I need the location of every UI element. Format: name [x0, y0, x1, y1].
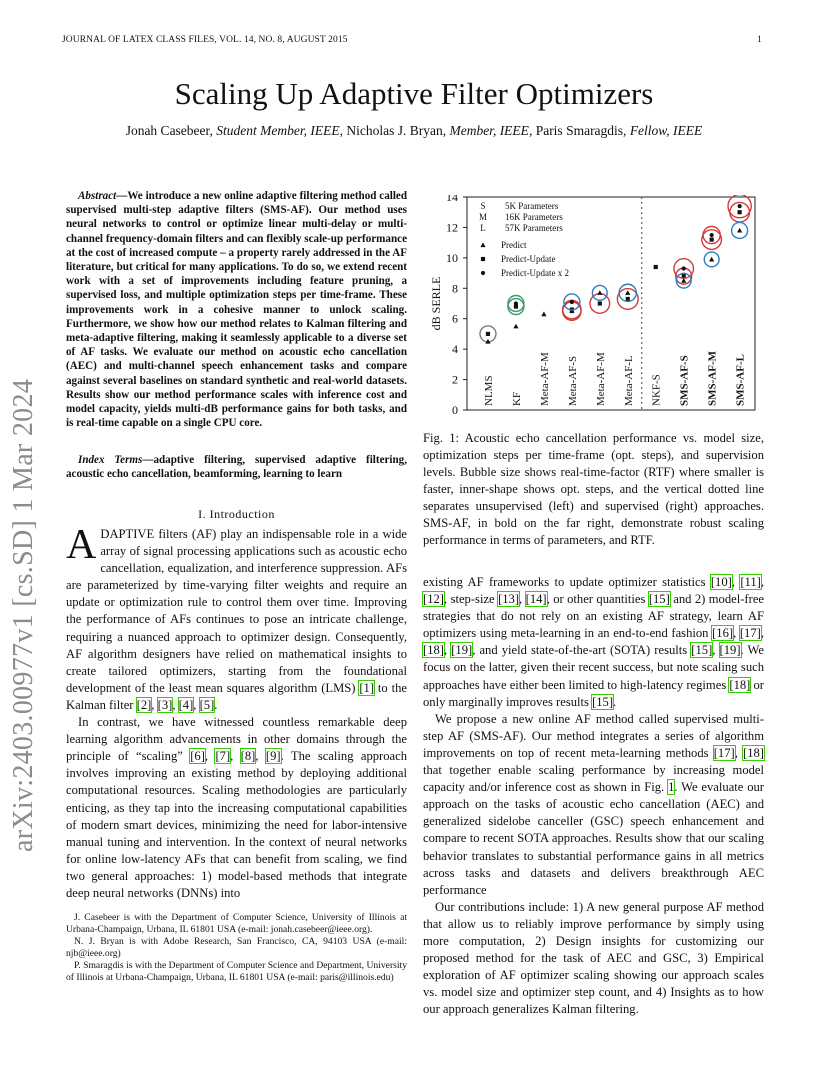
- data-point: [738, 204, 742, 208]
- x-category-label: Meta-AF-M: [538, 352, 551, 406]
- body-text: , or other quantities: [546, 592, 649, 607]
- author-3: , Paris Smaragdis,: [528, 123, 627, 138]
- body-text: and 2) model-free strategies that do not rely on an existing AF strategy, learn AF optimizers using meta-learning in an end-to-end fashion: [423, 592, 764, 641]
- x-category-label: Meta-AF-L: [622, 355, 635, 406]
- y-axis-label: dB SERLE: [429, 276, 443, 331]
- page-number: 1: [757, 35, 762, 45]
- author-3-role: Fellow, IEEE: [629, 123, 703, 138]
- data-point: [514, 301, 518, 305]
- right-paragraph-2: We propose a new online AF method called supervised multi-step AF (SMS-AF). Our method integrates a series of algorithm improvements on top of recent meta-learning methods [17], [18] that together enable scaling performance by increasing model capacity and/or inference cost as shown in Fig. 1. We evaluate our approach on the tasks of acoustic echo cancellation (AEC) and generalized sidelobe canceller (GSC) speech enhancement and compare to recent SOTA approaches. Results show that our scaling behavior translates to substantial performance gains in all metrics across tasks and datasets and delivers breakthrough AEC performance: [423, 711, 764, 897]
- data-point: [570, 300, 574, 304]
- x-category-label: Meta-AF-M: [594, 352, 607, 406]
- x-category-label: SMS-AF-M: [706, 351, 719, 406]
- data-point: [710, 238, 714, 242]
- citation-link[interactable]: [18]: [743, 745, 764, 760]
- y-tick-label: 4: [452, 342, 458, 357]
- figure-caption: Fig. 1: Acoustic echo cancellation performance vs. model size, optimization steps per time-frame (opt. steps), and supervision levels. Bubble size shows real-time-factor (RTF) where smaller is faster, inner-shape shows opt. steps, and the vertical dotted line separates unsupervised (left) and supervised (right) approaches. SMS-AF, in bold on the far right, demonstrate robust scaling performance in terms of parameters, and RTF.: [423, 431, 764, 547]
- legend-size-label: 16K Parameters: [505, 212, 563, 222]
- citation-link[interactable]: [14]: [525, 592, 547, 607]
- data-point: [598, 301, 602, 305]
- section-heading: I. Introduction: [198, 507, 275, 521]
- right-paragraph-1: existing AF frameworks to update optimizer statistics [10], [11], [12], step-size [13], [14], or other quantities [15] and 2) model-free strategies that do not rely on an existing AF strategy, learn AF optimizers using meta-learning in an end-to-end fashion [16], [17], [18], [19], and yield state-of-the-art (SOTA) results [15], [19]. We focus on the latter, given their recent success, but note scaling such approaches have either been limited to high-latency regimes [18] or only marginally improves results [15].: [423, 575, 765, 709]
- intro-right-column: [423, 574, 764, 1018]
- citation-link[interactable]: [17]: [739, 626, 761, 641]
- author-1-role: Student Member, IEEE: [216, 123, 340, 138]
- legend-size-label: 5K Parameters: [505, 201, 559, 211]
- author-1: Jonah Casebeer,: [125, 123, 213, 138]
- data-point: [541, 312, 546, 317]
- footnote: J. Casebeer is with the Department of Computer Science, University of Illinois at Urbana-Champaign, Urbana, IL 61801 USA (e-mail: jonah.casebeer@ieee.org).: [66, 912, 407, 935]
- author-list: [0, 123, 828, 139]
- citation-link[interactable]: [18]: [729, 677, 751, 692]
- legend-size-label: 57K Parameters: [505, 223, 563, 233]
- intro-paragraph-1: ADAPTIVE filters (AF) play an indispensable role in a wide array of signal processing applications such as acoustic echo cancellation, equalization, and interference suppression. AFs are parameterized by time-varying filter weights and require an update or optimization rule to control them over time. Improving the performance of AFs continues to pose an intricate challenge, requiring a nuanced approach to optimizer design. Consequently, AF algorithm designers have relied on mathematical insights to create tailored optimizers, starting from the foundational development of the least mean squares algorithm (LMS) [1] to the Kalman filter [2], [3], [4], [5].: [66, 522, 407, 712]
- intro-text: In contrast, we have witnessed countless remarkable deep learning algorithm advancements in other domains through the principle of “scaling”: [66, 715, 407, 764]
- citation-link[interactable]: [12]: [423, 592, 444, 607]
- legend-marker: [481, 271, 485, 275]
- author-2-role: Member, IEEE: [449, 123, 529, 138]
- abstract-text: —We introduce a new online adaptive filtering method called supervised multi-step adaptive filters (SMS-AF). Our method uses neural networks to control or optimize linear multi-delay or multi-channel frequency-domain filters and can flexibly scale-up performance at the cost of increased compute – a property rarely addressed in the AF literature, but critical for many applications. To do so, we extend recent work with a set of improvements including feature pruning, a supervised loss, and multiple optimization steps per time-frame. These improvements work in a cohesive manner to unlock scaling. Furthermore, we show how our method relates to Kalman filtering and meta-adaptive filtering, making it seamlessly applicable to a diverse set of AF tasks. We evaluate our method on acoustic echo cancellation (AEC) and multi-channel speech enhancement tasks and compare against several baselines on standard synthetic and real-world datasets. Results show our method performance scales with inference cost and model capacity, yields multi-dB performance gains for both tasks, and is real-time capable on a single CPU core.: [66, 190, 407, 430]
- y-tick-label: 8: [452, 281, 458, 296]
- arxiv-stamp-text: arXiv:2403.00977v1 [cs.SD] 1 Mar 2024: [8, 378, 39, 852]
- data-point: [626, 297, 630, 301]
- citation-link[interactable]: [4]: [178, 697, 194, 712]
- index-terms-text: —adaptive filtering, supervised adaptive filtering, acoustic echo cancellation, beamforming, learning to learn: [66, 454, 407, 481]
- intro-text: DAPTIVE filters (AF) play an indispensable role in a wide array of signal processing applications such as acoustic echo cancellation, equalization, and interference suppression. AFs are parameterized by time-varying filter weights and require an update or optimization rule to control them over time. Improving the performance of AFs continues to pose an intricate challenge, requiring a nuanced approach to optimizer design. Consequently, AF algorithm designers have relied on mathematical insights to create tailored optimizers, starting from the foundational development of the least mean squares algorithm (LMS): [66, 527, 407, 695]
- footnote: P. Smaragdis is with the Department of Computer Science and Department, University of Illinois at Urbana-Champaign, Urbana, IL 61801 USA (e-mail: paris@illinois.edu): [66, 960, 407, 983]
- journal-header: JOURNAL OF LATEX CLASS FILES, VOL. 14, NO. 8, AUGUST 2015: [62, 35, 348, 45]
- x-category-label: KF: [510, 391, 523, 406]
- citation-link[interactable]: [10]: [710, 575, 732, 589]
- body-text: We propose a new online AF method called supervised multi-step AF (SMS-AF). Our method integrates a series of algorithm improvements on top of recent meta-learning methods: [423, 711, 764, 760]
- data-point: [486, 332, 490, 336]
- y-tick-label: 12: [446, 220, 458, 235]
- citation-link[interactable]: [7]: [215, 749, 231, 764]
- figure-1: [425, 195, 770, 420]
- citation-link[interactable]: [18]: [423, 643, 444, 658]
- abstract: [66, 189, 407, 430]
- citation-link[interactable]: [11]: [740, 575, 761, 589]
- legend-marker-label: Predict-Update x 2: [501, 268, 569, 278]
- data-point: [710, 233, 714, 237]
- index-terms: [66, 453, 407, 481]
- abstract-label: Abstract: [78, 190, 117, 202]
- citation-link[interactable]: [8]: [240, 749, 256, 764]
- y-tick-label: 2: [452, 372, 458, 387]
- y-tick-label: 6: [452, 311, 458, 326]
- data-point: [682, 266, 686, 270]
- legend-size-key: M: [478, 212, 488, 222]
- body-text: . We evaluate our approach on the tasks of acoustic echo cancellation (AEC) and generalized sidelobe canceller (GSC) speech enhancement and compare to recent SOTA approaches. Results show that our scaling behavior translates to substantial performance gains in all metrics across tasks and datasets and delivers breakthrough AEC performance: [423, 780, 764, 897]
- body-text: , step-size: [443, 592, 499, 607]
- x-category-label: SMS-AF-S: [678, 355, 691, 406]
- right-paragraph-3: Our contributions include: 1) A new general purpose AF method that allow us to reliably improve performance by simply using more computation, 2) Design insights for customizing our proposed method for the task of AEC and GSC, 3) Empirical exploration of AF optimizer scaling showing our approach scales vs. model size and optimizer step count, and 4) Insights as to how our approach generalizes Kalman filtering.: [423, 899, 764, 1017]
- y-tick-label: 10: [446, 250, 458, 265]
- citation-link[interactable]: [3]: [157, 697, 173, 712]
- x-category-label: Meta-AF-S: [566, 355, 579, 406]
- citation-link[interactable]: [2]: [136, 697, 152, 712]
- citation-link[interactable]: [17]: [713, 745, 735, 760]
- citation-link[interactable]: [16]: [712, 626, 734, 641]
- data-point: [737, 228, 742, 233]
- citation-link[interactable]: [6]: [190, 749, 205, 764]
- data-point: [709, 257, 714, 262]
- intro-left-column: [66, 522, 408, 902]
- legend-marker-label: Predict: [501, 240, 527, 250]
- data-point: [597, 290, 602, 295]
- citation-link[interactable]: [9]: [265, 749, 281, 764]
- legend-marker: [481, 257, 485, 261]
- footnotes: [66, 912, 407, 984]
- footnote: N. J. Bryan is with Adobe Research, San Francisco, CA, 94103 USA (e-mail: njb@ieee.org): [66, 936, 407, 959]
- y-tick-label: 0: [452, 403, 458, 417]
- citation-link[interactable]: [15]: [691, 643, 713, 658]
- citation-link[interactable]: [1]: [359, 680, 375, 695]
- intro-text: . The scaling approach involves improving an existing method by deploying additional computational resources. Scaling methodologies are particularly enticing, as they tap into the increasing computational capabilities of modern smart devices, minimizing the need for labor-intensive manual tuning and intervention. In the context of neural networks for online low-latency AFs that can benefit from scaling, we find two general approaches: 1) model-based methods that integrate deep neural networks (DNNs) into: [66, 749, 408, 900]
- author-2: , Nicholas J. Bryan,: [339, 123, 447, 138]
- legend-marker: [480, 242, 485, 247]
- y-tick-label: 14: [446, 195, 458, 204]
- intro-text: to the Kalman filter: [66, 680, 407, 712]
- body-text: that together enable scaling performance by increasing model capacity and/or inference cost as shown in Fig.: [423, 763, 764, 795]
- scaling-chart: [425, 195, 770, 420]
- legend-size-key: S: [480, 201, 486, 211]
- data-point: [654, 265, 658, 269]
- body-text: existing AF frameworks to update optimizer statistics: [423, 575, 711, 589]
- legend-size-key: L: [480, 223, 486, 233]
- drop-cap: A: [66, 522, 97, 568]
- legend-marker-label: Predict-Update: [501, 254, 556, 264]
- data-point: [513, 324, 518, 329]
- arxiv-stamp: [0, 0, 60, 1072]
- body-text: or only marginally improves results: [423, 677, 765, 709]
- index-terms-label: Index Terms: [78, 454, 143, 466]
- x-category-label: SMS-AF-L: [734, 354, 747, 406]
- body-text: , and yield state-of-the-art (SOTA) results: [472, 643, 692, 658]
- citation-link[interactable]: [15]: [592, 694, 614, 709]
- data-point: [738, 210, 742, 214]
- citation-link[interactable]: [15]: [648, 592, 670, 607]
- body-text: . We focus on the latter, given their recent success, but note scaling such approaches have either been limited to high-latency regimes: [423, 643, 765, 692]
- x-category-label: NKF-S: [650, 374, 663, 406]
- citation-link[interactable]: [19]: [451, 643, 473, 658]
- citation-link[interactable]: [5]: [199, 697, 215, 712]
- intro-paragraph-2: In contrast, we have witnessed countless remarkable deep learning algorithm advancements in other domains through the principle of “scaling” [6], [7], [8], [9]. The scaling approach involves improving an existing method by deploying additional computational resources. Scaling methodologies are particularly enticing, as they tap into the increasing computational capabilities of modern smart devices, minimizing the need for labor-intensive manual tuning and intervention. In the context of neural networks for online low-latency AFs that can benefit from scaling, we find two general approaches: 1) model-based methods that integrate deep neural networks (DNNs) into: [66, 715, 408, 900]
- citation-link[interactable]: [19]: [719, 643, 741, 658]
- data-point: [625, 290, 630, 295]
- paper-title: Scaling Up Adaptive Filter Optimizers: [174, 76, 654, 111]
- figure-link[interactable]: 1: [668, 780, 675, 795]
- x-category-label: NLMS: [482, 375, 495, 406]
- citation-link[interactable]: [13]: [498, 592, 520, 607]
